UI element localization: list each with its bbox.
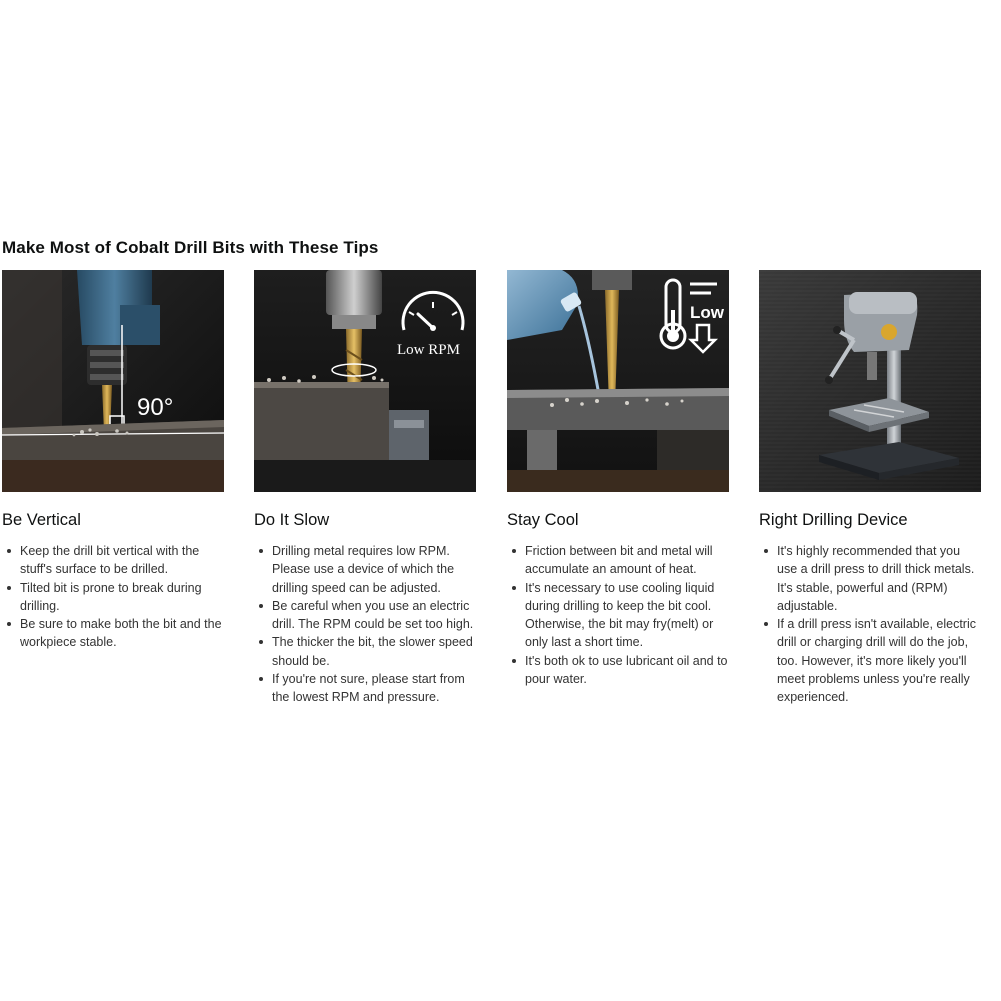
card-heading: Right Drilling Device (759, 511, 908, 529)
list-item: Friction between bit and metal will accumulate an amount of heat. (525, 542, 729, 579)
card-heading: Do It Slow (254, 511, 330, 529)
list-item: Be careful when you use an electric drill. The RPM could be set too high. (272, 597, 476, 634)
bullet-list (254, 542, 476, 707)
list-item: The thicker the bit, the slower speed should be. (272, 633, 476, 670)
list-item: If you're not sure, please start from the lowest RPM and pressure. (272, 670, 476, 707)
tip-card-do-it-slow (254, 270, 476, 707)
bullet-list (759, 542, 981, 707)
list-item: If a drill press isn't available, electric drill or charging drill will do the job, too. However, it's more likely you'll meet problems unless you're really experienced. (777, 615, 981, 706)
list-item: Keep the drill bit vertical with the stuff's surface to be drilled. (20, 542, 224, 579)
tip-card-be-vertical (2, 270, 224, 652)
list-item: It's highly recommended that you use a drill press to drill thick metals. It's stable, powerful and (RPM) adjustable. (777, 542, 981, 615)
angle-label: 90° (137, 394, 174, 421)
stay-cool-image (507, 270, 729, 492)
bullet-list (507, 542, 729, 688)
be-vertical-image (2, 270, 224, 492)
bullet-list (2, 542, 224, 652)
tip-card-right-drilling-device (759, 270, 981, 707)
card-heading: Stay Cool (507, 511, 579, 529)
tip-card-stay-cool (507, 270, 729, 688)
low-rpm-label: Low RPM (397, 342, 460, 358)
list-item: Drilling metal requires low RPM. Please use a device of which the drilling speed can be adjusted. (272, 542, 476, 597)
low-label: Low (690, 303, 724, 322)
list-item: It's necessary to use cooling liquid during drilling to keep the bit cool. Otherwise, the bit may fry(melt) or only last a short time. (525, 579, 729, 652)
list-item: Be sure to make both the bit and the workpiece stable. (20, 615, 224, 652)
drill-press-image (759, 270, 981, 492)
card-heading: Be Vertical (2, 511, 81, 529)
list-item: It's both ok to use lubricant oil and to pour water. (525, 652, 729, 689)
page-title: Make Most of Cobalt Drill Bits with These Tips (2, 238, 379, 257)
list-item: Tilted bit is prone to break during drilling. (20, 579, 224, 616)
do-it-slow-image (254, 270, 476, 492)
